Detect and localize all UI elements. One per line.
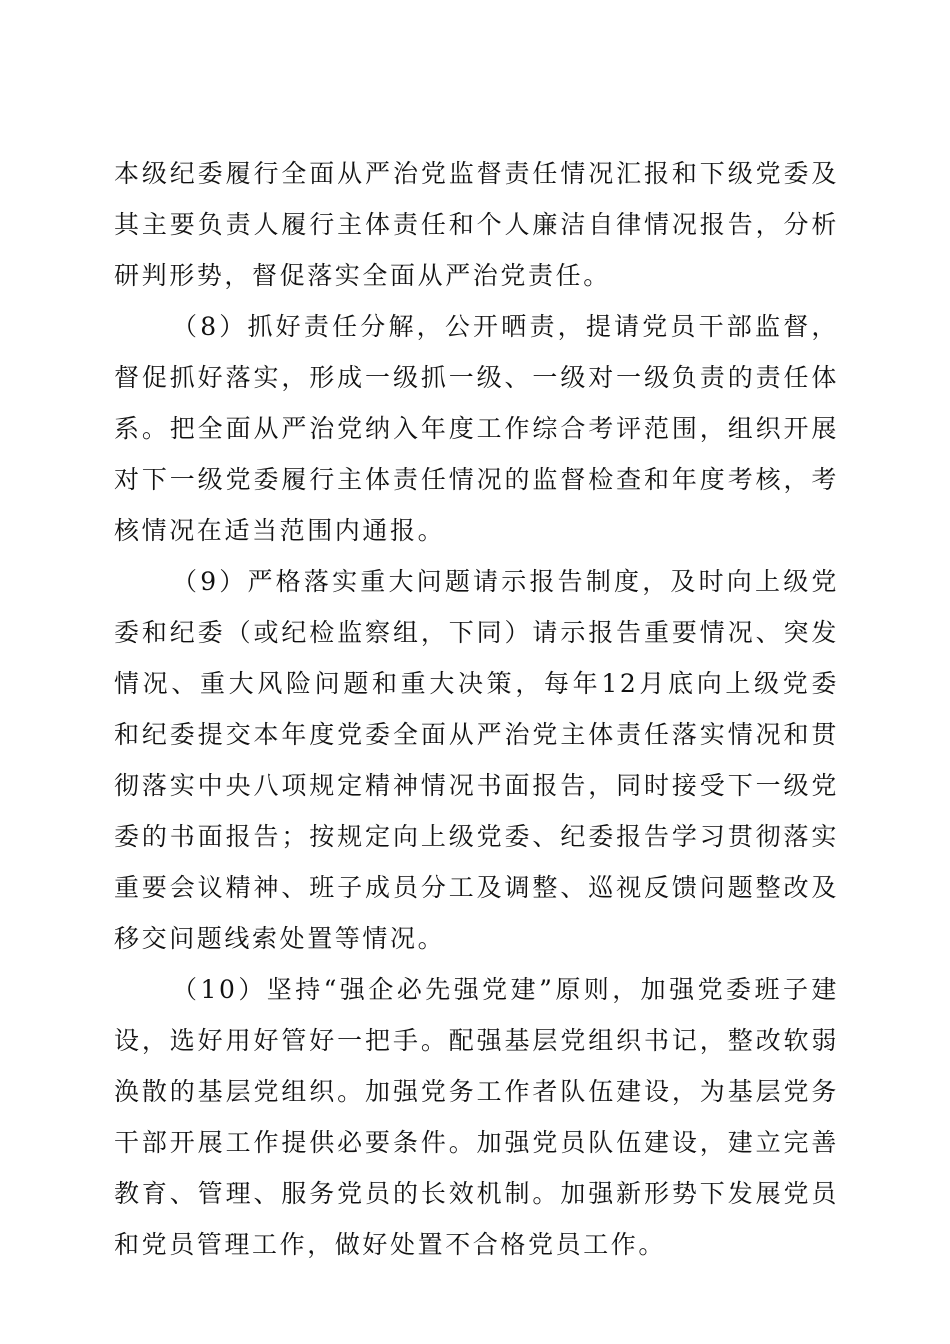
paragraph-item-10: （10）坚持“强企必先强党建”原则，加强党委班子建设，选好用好管好一把手。配强基层党组织书记，整改软弱涣散的基层党组织。加强党务工作者队伍建设，为基层党务干部开展工作提供必要条件。加强党员队伍建设，建立完善教育、管理、服务党员的长效机制。加强新形势下发展党员和党员管理工作，做好处置不合格党员工作。 xyxy=(114,975,839,1259)
document-body xyxy=(114,148,839,1270)
paragraph-item-9: （9）严格落实重大问题请示报告制度，及时向上级党委和纪委（或纪检监察组，下同）请示报告重要情况、突发情况、重大风险问题和重大决策，每年12月底向上级党委和纪委提交本年度党委全面从严治党主体责任落实情况和贯彻落实中央八项规定精神情况书面报告，同时接受下一级党委的书面报告；按规定向上级党委、纪委报告学习贯彻落实重要会议精神、班子成员分工及调整、巡视反馈问题整改及移交问题线索处置等情况。 xyxy=(114,567,839,953)
paragraph-item-8: （8）抓好责任分解，公开晒责，提请党员干部监督，督促抓好落实，形成一级抓一级、一级对一级负责的责任体系。把全面从严治党纳入年度工作综合考评范围，组织开展对下一级党委履行主体责任情况的监督检查和年度考核，考核情况在适当范围内通报。 xyxy=(114,312,839,545)
paragraph-continuation: 本级纪委履行全面从严治党监督责任情况汇报和下级党委及其主要负责人履行主体责任和个人廉洁自律情况报告，分析研判形势，督促落实全面从严治党责任。 xyxy=(114,159,839,290)
